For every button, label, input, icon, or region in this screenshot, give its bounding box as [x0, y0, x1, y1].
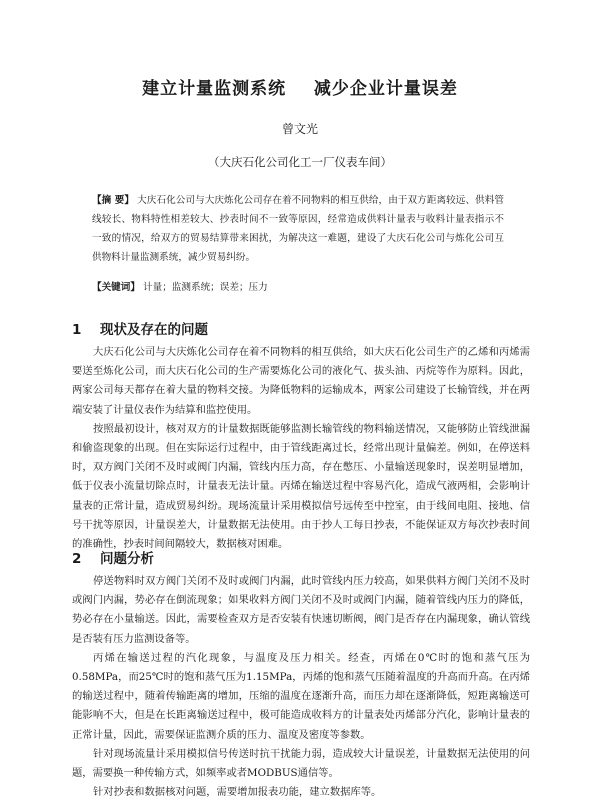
section-title: 问题分析 — [100, 551, 154, 567]
paragraph: 针对抄表和数据核对问题，需要增加报表功能，建立数据库等。 — [93, 786, 382, 799]
section-heading-1 — [72, 318, 208, 338]
section-heading-2 — [72, 547, 154, 567]
paragraph: 按照最初设计，核对双方的计量数据既能够监测长输管线的物料输送情况，又能够防止管线泄漏和偷盗现象的出现。但在实际运行过程中，由于管线距离过长，经常出现计量偏差。例如，在停送料时，双方阀门关闭不及时或阀门内漏，管线内压力高，存在憋压、小量输送现象时，误差明显增加，低于仪表小流量切除点时，计量表无法计量。丙烯在输送过程中容易汽化，造成气液两相，会影响计量表的正常计量，造成贸易纠纷。现场流量计采用模拟信号远传至中控室，由于线间电阻、接地、信号干扰等原因，计量误差大，计量数据无法使用。由于抄人工每日抄表，不能保证双方每次抄表时间的准确性，抄表时间间隔较大，数据核对困难。 — [72, 422, 530, 551]
paragraph: 丙烯在输送过程的汽化现象，与温度及压力相关。经查，丙烯在0℃时的饱和蒸气压为0.58MPa，而25℃时的饱和蒸气压为1.15MPa，丙烯的饱和蒸气压随着温度的升高而升高。在丙烯的输送过程中，随着传输距离的增加，压缩的温度在逐渐升高，而压力却在逐渐降低，短距离输送可能影响不大，但是在长距离输送过程中，极可能造成收料方的计量表处丙烯部分汽化，影响计量表的正常计量，因此，需要保证监测介质的压力、温度及密度等参数。 — [72, 651, 530, 741]
paragraph: 针对现场流量计采用模拟信号传送时抗干扰能力弱，造成较大计量误差，计量数据无法使用的问题，需要换一种传输方式，如频率或者MODBUS通信等。 — [72, 747, 530, 780]
section-body-1 — [72, 343, 530, 554]
section-number: 1 — [72, 322, 82, 338]
abstract — [92, 191, 504, 267]
keywords-label: 【关键词】 — [92, 282, 140, 293]
keywords-text: 计量；监测系统；误差；压力 — [143, 282, 268, 293]
section-number: 2 — [72, 551, 82, 567]
paragraph: 停送物料时双方阀门关闭不及时或阀门内漏，此时管线内压力较高，如果供料方阀门关闭不及时或阀门内漏，势必存在倒流现象；如果收料方阀门关闭不及时或阀门内漏，随着管线内压力的降低，势必存在小量输送。因此，需要检查双方是否安装有快速切断阀，阀门是否存在内漏现象，确认管线是否装有压力监测设备等。 — [72, 575, 530, 645]
author-name: 曾文光 — [281, 122, 318, 136]
paper-title: 建立计量监测系统 减少企业计量误差 — [142, 79, 458, 99]
keywords — [92, 278, 504, 297]
author-affiliation: （大庆石化公司化工一厂仪表车间） — [208, 155, 392, 169]
paragraph: 大庆石化公司与大庆炼化公司存在着不同物料的相互供给，如大庆石化公司生产的乙烯和丙烯需要送至炼化公司，而大庆石化公司的生产需要炼化公司的液化气、拔头油、丙烷等作为原料。因此，两家公司每天都存在着大量的物料交接。为降低物料的运输成本，两家公司建设了长输管线，并在两端安装了计量仪表作为结算和监控使用。 — [72, 346, 530, 416]
section-body-2 — [72, 572, 530, 802]
abstract-text: 大庆石化公司与大庆炼化公司存在着不同物料的相互供给，由于双方距离较远、供料管线较长、物料特性相差较大、抄表时间不一致等原因，经常造成供料计量表与收料计量表指示不一致的情况，给双方的贸易结算带来困扰，为解决这一难题，建设了大庆石化公司与炼化公司互供物料计量监测系统，减少贸易纠纷。 — [92, 195, 505, 263]
section-title: 现状及存在的问题 — [100, 322, 208, 338]
abstract-label: 【摘 要】 — [92, 195, 135, 206]
